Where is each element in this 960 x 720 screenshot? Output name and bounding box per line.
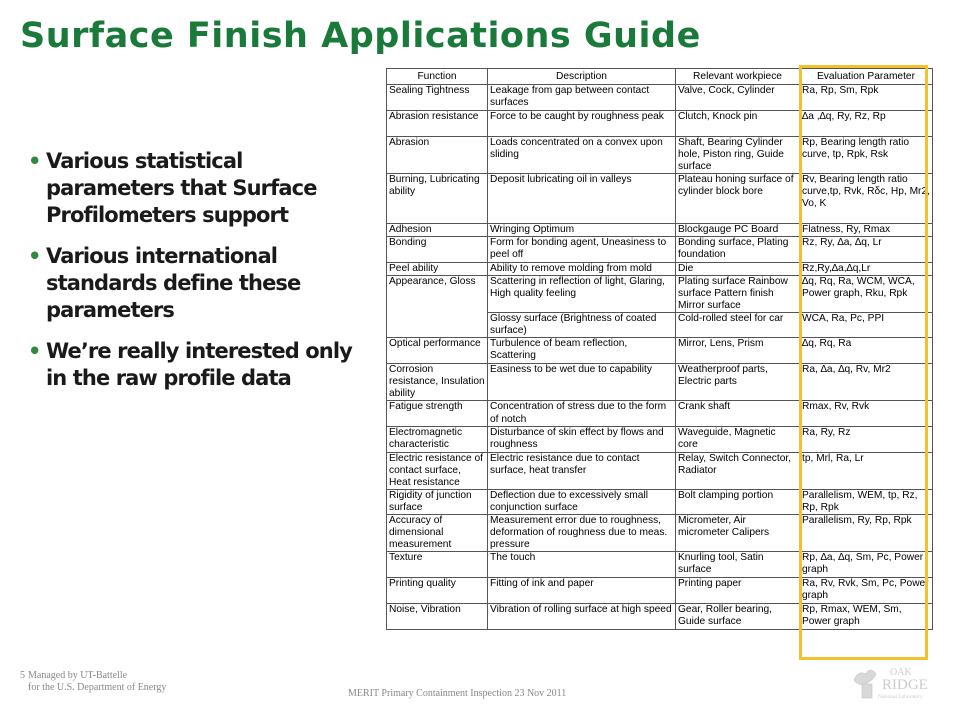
bullet-text: Various international standards define these parameters [46,244,301,322]
cell-evaluation-parameter: Flatness, Ry, Rmax [800,224,933,237]
cell-workpiece: Mirror, Lens, Prism [676,338,800,364]
cell-description: Deflection due to excessively small conjunction surface [488,489,676,514]
cell-workpiece: Micrometer, Air micrometer Calipers [676,515,800,552]
cell-description: Turbulence of beam reflection, Scattering [488,338,676,364]
table-row [387,515,933,552]
cell-description: Fitting of ink and paper [488,578,676,603]
cell-workpiece: Blockgauge PC Board [676,224,800,237]
table-row [387,224,933,237]
table-row [387,603,933,629]
table-row [387,552,933,578]
cell-evaluation-parameter: ∆q, Rq, Ra, WCM, WCA, Power graph, Rku, Rpk [800,275,933,312]
cell-description: The touch [488,552,676,578]
cell-description: Disturbance of skin effect by flows and roughness [488,426,676,452]
cell-workpiece: Plateau honing surface of cylinder block bore [676,174,800,224]
header-evaluation-parameter: Evaluation Parameter [800,69,933,85]
cell-workpiece: Cold-rolled steel for car [676,312,800,337]
table-row [387,364,933,401]
table-row [387,489,933,514]
table-row [387,111,933,137]
cell-description: Scattering in reflection of light, Glaring, High quality feeling [488,275,676,312]
cell-evaluation-parameter: Ra, Rv, Rvk, Sm, Pc, Power graph [800,578,933,603]
cell-evaluation-parameter: Parallelism, WEM, tp, Rz, Rp, Rpk [800,489,933,514]
cell-function: Burning, Lubricating ability [387,174,488,224]
cell-description: Loads concentrated on a convex upon sliding [488,137,676,174]
logo-text-line1: OAK [890,667,912,678]
cell-description: Wringing Optimum [488,224,676,237]
cell-evaluation-parameter: tp, Mrl, Ra, Lr [800,452,933,489]
table-row [387,262,933,275]
oak-leaf-icon [854,670,876,685]
table-row [387,338,933,364]
slide-title: Surface Finish Applications Guide [20,16,701,56]
cell-description: Measurement error due to roughness, deformation of roughness due to meas. pressure [488,515,676,552]
cell-workpiece: Plating surface Rainbow surface Pattern finish Mirror surface [676,275,800,312]
bullet-icon: • [28,244,41,268]
oak-ridge-logo [850,662,940,702]
cell-workpiece: Knurling tool, Satin surface [676,552,800,578]
header-description: Description [488,69,676,85]
cell-function: Optical performance [387,338,488,364]
table-row [387,578,933,603]
cell-function: Texture [387,552,488,578]
footer-presentation-title: MERIT Primary Containment Inspection 23 Nov 2011 [348,688,567,699]
table-row [387,401,933,426]
logo-mark-icon [862,684,872,698]
table-header-row [387,69,933,85]
header-function: Function [387,69,488,85]
cell-description: Form for bonding agent, Uneasiness to peel off [488,237,676,262]
cell-function: Abrasion [387,137,488,174]
cell-function: Accuracy of dimensional measurement [387,515,488,552]
cell-workpiece: Shaft, Bearing Cylinder hole, Piston ring, Guide surface [676,137,800,174]
cell-workpiece: Printing paper [676,578,800,603]
cell-workpiece: Gear, Roller bearing, Guide surface [676,603,800,629]
cell-evaluation-parameter: Rz,Ry,∆a,∆q,Lr [800,262,933,275]
logo-text-line3: National Laboratory [878,694,923,700]
cell-evaluation-parameter: Rv, Bearing length ratio curve,tp, Rvk, Rδc, Hp, Mr2, Vo, K [800,174,933,224]
bullet-icon: • [28,339,41,363]
cell-description: Concentration of stress due to the form of notch [488,401,676,426]
cell-workpiece: Bonding surface, Plating foundation [676,237,800,262]
cell-function: Electric resistance of contact surface, Heat resistance [387,452,488,489]
footer-managed-line1: Managed by UT-Battelle [28,670,128,681]
cell-function: Peel ability [387,262,488,275]
bullet-item [28,338,358,392]
footer-managed-by [20,670,167,694]
cell-evaluation-parameter: Parallelism, Ry, Rp, Rpk [800,515,933,552]
cell-evaluation-parameter: Rmax, Rv, Rvk [800,401,933,426]
table-row [387,174,933,224]
cell-evaluation-parameter: Ra, Rp, Sm, Rpk [800,85,933,111]
cell-workpiece: Bolt clamping portion [676,489,800,514]
applications-table-container [386,68,932,661]
table-row [387,237,933,262]
cell-evaluation-parameter: ∆a ,∆q, Ry, Rz, Rp [800,111,933,137]
cell-function: Electromagnetic characteristic [387,426,488,452]
table-row [387,452,933,489]
slide-number: 5 [20,670,25,681]
cell-evaluation-parameter: Rp, ∆a, ∆q, Sm, Pc, Power graph [800,552,933,578]
header-workpiece: Relevant workpiece [676,69,800,85]
cell-workpiece: Crank shaft [676,401,800,426]
applications-table [386,68,933,630]
bullet-text: We’re really interested only in the raw profile data [46,339,352,390]
cell-function: Fatigue strength [387,401,488,426]
cell-function: Rigidity of junction surface [387,489,488,514]
cell-workpiece: Relay, Switch Connector, Radiator [676,452,800,489]
bullet-item [28,148,358,229]
cell-workpiece: Waveguide, Magnetic core [676,426,800,452]
cell-workpiece: Valve, Cock, Cylinder [676,85,800,111]
table-body [387,85,933,630]
cell-description: Glossy surface (Brightness of coated surface) [488,312,676,337]
cell-description: Vibration of rolling surface at high speed [488,603,676,629]
table-row [387,275,933,312]
cell-description: Ability to remove molding from mold [488,262,676,275]
table-row [387,85,933,111]
bullet-item [28,243,358,324]
cell-function: Appearance, Gloss [387,275,488,337]
cell-description: Deposit lubricating oil in valleys [488,174,676,224]
cell-function: Bonding [387,237,488,262]
cell-description: Leakage from gap between contact surfaces [488,85,676,111]
footer-managed-line2: for the U.S. Department of Energy [28,682,167,693]
cell-function: Abrasion resistance [387,111,488,137]
cell-function: Noise, Vibration [387,603,488,629]
bullet-text: Various statistical parameters that Surface Profilometers support [46,149,317,227]
cell-evaluation-parameter: Rp, Bearing length ratio curve, tp, Rpk, Rsk [800,137,933,174]
cell-evaluation-parameter: Rp, Rmax, WEM, Sm, Power graph [800,603,933,629]
cell-evaluation-parameter: Ra, Ry, Rz [800,426,933,452]
table-row [387,137,933,174]
cell-workpiece: Die [676,262,800,275]
cell-function: Adhesion [387,224,488,237]
cell-evaluation-parameter: WCA, Ra, Pc, PPI [800,312,933,337]
table-row [387,426,933,452]
cell-evaluation-parameter: ∆q, Rq, Ra [800,338,933,364]
cell-description: Electric resistance due to contact surface, heat transfer [488,452,676,489]
cell-function: Printing quality [387,578,488,603]
bullet-list [28,148,358,406]
bullet-icon: • [28,149,41,173]
cell-workpiece: Weatherproof parts, Electric parts [676,364,800,401]
cell-evaluation-parameter: Ra, ∆a, ∆q, Rv, Mr2 [800,364,933,401]
cell-description: Force to be caught by roughness peak [488,111,676,137]
cell-evaluation-parameter: Rz, Ry, ∆a, ∆q, Lr [800,237,933,262]
cell-function: Sealing Tightness [387,85,488,111]
cell-workpiece: Clutch, Knock pin [676,111,800,137]
cell-description: Easiness to be wet due to capability [488,364,676,401]
logo-text-line2: RIDGE [882,677,928,693]
cell-function: Corrosion resistance, Insulation ability [387,364,488,401]
